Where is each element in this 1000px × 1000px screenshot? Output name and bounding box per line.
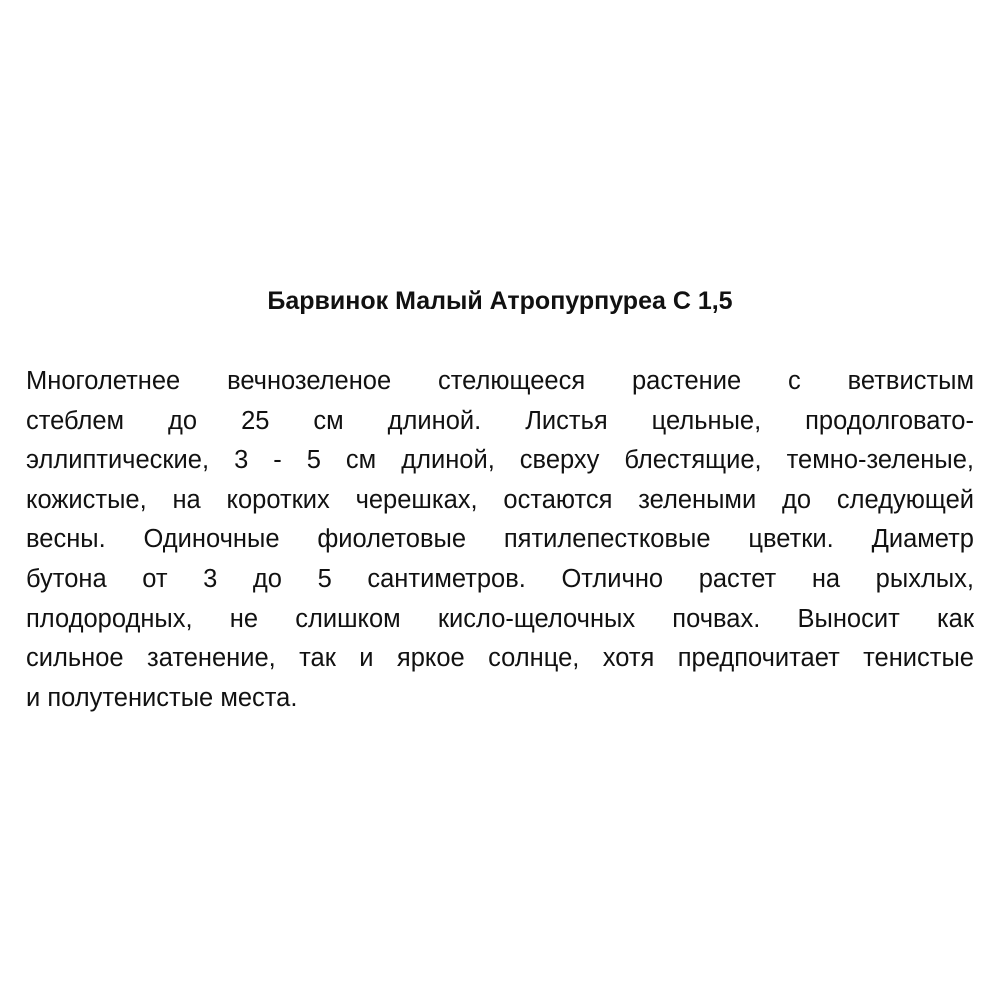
paragraph-line: стеблем до 25 см длиной. Листья цельные, продолговато-	[26, 406, 974, 435]
paragraph-line: весны. Одиночные фиолетовые пятилепестковые цветки. Диаметр	[26, 525, 974, 554]
paragraph-line: и полутенистые места.	[26, 683, 298, 712]
paragraph-line: эллиптические, 3 - 5 см длиной, сверху блестящие, темно-зеленые,	[26, 446, 974, 475]
paragraph-line: бутона от 3 до 5 сантиметров. Отлично растет на рыхлых,	[26, 564, 974, 593]
paragraph-line: кожистые, на коротких черешках, остаются зелеными до следующей	[26, 485, 974, 514]
paragraph-line: плодородных, не слишком кисло-щелочных почвах. Выносит как	[26, 604, 974, 633]
paragraph-line: Многолетнее вечнозеленое стелющееся растение с ветвистым	[26, 367, 974, 395]
document-title: Барвинок Малый Атропурпуреа С 1,5	[267, 287, 733, 315]
description-paragraph	[26, 362, 974, 718]
paragraph-line: сильное затенение, так и яркое солнце, хотя предпочитает тенистые	[26, 644, 974, 673]
